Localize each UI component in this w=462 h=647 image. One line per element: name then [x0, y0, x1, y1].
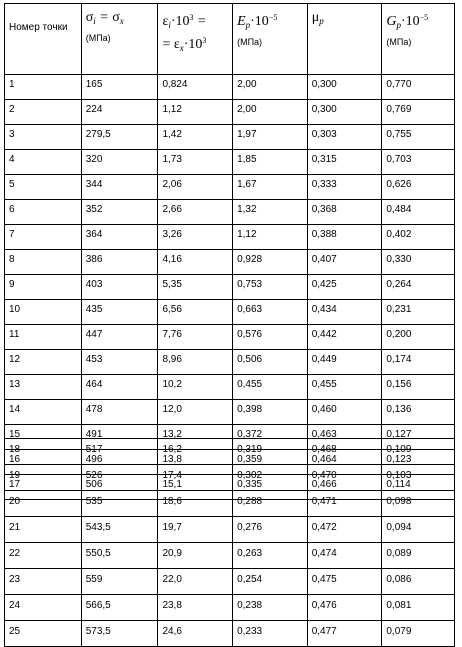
table-cell: 0,455	[307, 375, 382, 400]
table-cell: 18	[5, 439, 82, 465]
table-cell: 0,753	[233, 275, 308, 300]
table-row	[5, 200, 455, 225]
table-cell: 0,466	[307, 475, 382, 500]
table-cell: 4	[5, 150, 82, 175]
table-cell: 2,00	[233, 75, 308, 100]
table-row	[5, 595, 455, 621]
table-cell: 0,475	[307, 569, 382, 595]
table-row	[5, 543, 455, 569]
table-cell: 0,233	[233, 621, 308, 647]
table-cell: 0,300	[307, 75, 382, 100]
table-cell: 0,455	[233, 375, 308, 400]
table-cell: 12,0	[158, 400, 233, 425]
table-cell: 0,425	[307, 275, 382, 300]
table-cell: 5	[5, 175, 82, 200]
header-gp-unit: (МПа)	[386, 37, 412, 47]
table-cell: 2,06	[158, 175, 233, 200]
table-cell: 8,96	[158, 350, 233, 375]
table-cell: 1,85	[233, 150, 308, 175]
table-row	[5, 100, 455, 125]
table-cell: 0,434	[307, 300, 382, 325]
table-row	[5, 125, 455, 150]
table-cell: 25	[5, 621, 82, 647]
table-cell: 21	[5, 517, 82, 543]
table-cell: 386	[81, 250, 158, 275]
table-cell: 224	[81, 100, 158, 125]
table-cell: 3,26	[158, 225, 233, 250]
table-row	[5, 465, 455, 491]
header-stress: $\sigma_i = \sigma_x$ (МПа)	[81, 4, 158, 75]
table-cell: 7,76	[158, 325, 233, 350]
table-row	[5, 175, 455, 200]
table-cell: 0,114	[382, 475, 455, 500]
table-cell: 435	[81, 300, 158, 325]
table-cell: 3	[5, 125, 82, 150]
table-cell: 0,156	[382, 375, 455, 400]
table-cell: 1,97	[233, 125, 308, 150]
table-cell: 0,174	[382, 350, 455, 375]
table-cell: 0,755	[382, 125, 455, 150]
table-cell: 526	[81, 465, 158, 491]
data-table-part-2	[4, 438, 455, 647]
table-cell: 10,2	[158, 375, 233, 400]
table-cell: 0,769	[382, 100, 455, 125]
table-cell: 0,098	[382, 491, 455, 517]
table-cell: 23,8	[158, 595, 233, 621]
table-cell: 478	[81, 400, 158, 425]
table-cell: 17	[5, 475, 82, 500]
table-cell: 320	[81, 150, 158, 175]
table-cell: 0,200	[382, 325, 455, 350]
table-cell: 0,263	[233, 543, 308, 569]
table-cell: 0,089	[382, 543, 455, 569]
table-cell: 0,086	[382, 569, 455, 595]
table-cell: 0,824	[158, 75, 233, 100]
table-cell: 464	[81, 375, 158, 400]
table-row	[5, 439, 455, 465]
table-cell: 8	[5, 250, 82, 275]
table-cell: 1,42	[158, 125, 233, 150]
table-cell: 0,402	[382, 225, 455, 250]
table-row	[5, 517, 455, 543]
table-cell: 0,103	[382, 465, 455, 491]
table-cell: 1,73	[158, 150, 233, 175]
table-cell: 0,094	[382, 517, 455, 543]
table-cell: 20,9	[158, 543, 233, 569]
table-cell: 0,470	[307, 465, 382, 491]
table-cell: 19	[5, 465, 82, 491]
table-cell: 0,463	[307, 425, 382, 450]
table-cell: 491	[81, 425, 158, 450]
table-cell: 1	[5, 75, 82, 100]
table-cell: 0,303	[307, 125, 382, 150]
table-cell: 13	[5, 375, 82, 400]
table-cell: 11	[5, 325, 82, 350]
table-cell: 0,081	[382, 595, 455, 621]
table-row	[5, 300, 455, 325]
table-cell: 0,079	[382, 621, 455, 647]
header-row	[5, 4, 455, 75]
table-cell: 403	[81, 275, 158, 300]
table-cell: 0,372	[233, 425, 308, 450]
table-cell: 20	[5, 491, 82, 517]
table-cell: 0,231	[382, 300, 455, 325]
table-cell: 0,663	[233, 300, 308, 325]
table-cell: 0,476	[307, 595, 382, 621]
table-cell: 9	[5, 275, 82, 300]
table-cell: 0,474	[307, 543, 382, 569]
table-cell: 0,302	[233, 465, 308, 491]
table-cell: 550,5	[81, 543, 158, 569]
table-cell: 0,359	[233, 450, 308, 475]
table-cell: 364	[81, 225, 158, 250]
table-cell: 0,319	[233, 439, 308, 465]
table-cell: 0,407	[307, 250, 382, 275]
table-cell: 0,335	[233, 475, 308, 500]
table-row	[5, 375, 455, 400]
table-cell: 2,00	[233, 100, 308, 125]
table-cell: 517	[81, 439, 158, 465]
table-cell: 0,576	[233, 325, 308, 350]
table-cell: 165	[81, 75, 158, 100]
table-cell: 2	[5, 100, 82, 125]
table-cell: 453	[81, 350, 158, 375]
table-cell: 506	[81, 475, 158, 500]
table-row	[5, 275, 455, 300]
table-cell: 15,1	[158, 475, 233, 500]
table-cell: 1,67	[233, 175, 308, 200]
table-cell: 16	[5, 450, 82, 475]
table-row	[5, 75, 455, 100]
table-cell: 22,0	[158, 569, 233, 595]
table-cell: 10	[5, 300, 82, 325]
table-row	[5, 150, 455, 175]
header-strain: $\varepsilon_i\cdot 10^3$ = = $\varepsilon_x\cdot 10^3$	[158, 4, 233, 75]
table-cell: 0,398	[233, 400, 308, 425]
header-stress-unit: (МПа)	[85, 33, 111, 43]
table-cell: 7	[5, 225, 82, 250]
table-cell: 0,472	[307, 517, 382, 543]
table-cell: 0,770	[382, 75, 455, 100]
table-cell: 23	[5, 569, 82, 595]
table-cell: 24	[5, 595, 82, 621]
table-cell: 0,464	[307, 450, 382, 475]
table-cell: 0,468	[307, 439, 382, 465]
data-table-part-1	[4, 3, 455, 500]
header-ep: $E_p\cdot 10^{-5}$ (МПа)	[233, 4, 308, 75]
table-cell: 19,7	[158, 517, 233, 543]
table-cell: 4,16	[158, 250, 233, 275]
table-cell: 0,123	[382, 450, 455, 475]
table-cell: 15	[5, 425, 82, 450]
table-cell: 0,238	[233, 595, 308, 621]
table-cell: 0,626	[382, 175, 455, 200]
table-row	[5, 325, 455, 350]
table-cell: 0,300	[307, 100, 382, 125]
table-cell: 496	[81, 450, 158, 475]
table-cell: 0,276	[233, 517, 308, 543]
table-cell: 0,442	[307, 325, 382, 350]
table-cell: 0,928	[233, 250, 308, 275]
table-cell: 447	[81, 325, 158, 350]
table-cell: 0,288	[233, 491, 308, 517]
table-cell: 14	[5, 400, 82, 425]
table-row	[5, 225, 455, 250]
table-cell: 22	[5, 543, 82, 569]
table-cell: 535	[81, 491, 158, 517]
table-cell: 0,333	[307, 175, 382, 200]
table-cell: 1,12	[233, 225, 308, 250]
table-cell: 566,5	[81, 595, 158, 621]
table-row	[5, 621, 455, 647]
table-cell: 18,6	[158, 491, 233, 517]
table-cell: 0,471	[307, 491, 382, 517]
table-row	[5, 491, 455, 517]
table-row	[5, 250, 455, 275]
table-cell: 0,315	[307, 150, 382, 175]
table-cell: 573,5	[81, 621, 158, 647]
table-cell: 24,6	[158, 621, 233, 647]
table-cell: 0,703	[382, 150, 455, 175]
table-cell: 543,5	[81, 517, 158, 543]
table-cell: 1,32	[233, 200, 308, 225]
table-cell: 344	[81, 175, 158, 200]
table-row	[5, 569, 455, 595]
table-cell: 0,477	[307, 621, 382, 647]
table-cell: 0,254	[233, 569, 308, 595]
table-cell: 0,127	[382, 425, 455, 450]
table-cell: 279,5	[81, 125, 158, 150]
table-cell: 352	[81, 200, 158, 225]
header-gp: $G_p\cdot 10^{-5}$ (МПа)	[382, 4, 455, 75]
table-cell: 16,2	[158, 439, 233, 465]
table-cell: 0,484	[382, 200, 455, 225]
header-mu: $\mu_p$	[307, 4, 382, 75]
table-cell: 6	[5, 200, 82, 225]
table-cell: 0,330	[382, 250, 455, 275]
table-cell: 6,56	[158, 300, 233, 325]
table-cell: 0,264	[382, 275, 455, 300]
header-ep-unit: (МПа)	[237, 37, 263, 47]
table-cell: 559	[81, 569, 158, 595]
table-cell: 0,460	[307, 400, 382, 425]
table-cell: 13,2	[158, 425, 233, 450]
table-cell: 2,66	[158, 200, 233, 225]
table-cell: 13,8	[158, 450, 233, 475]
table-row	[5, 400, 455, 425]
table-cell: 0,109	[382, 439, 455, 465]
table-row	[5, 350, 455, 375]
table-cell: 0,388	[307, 225, 382, 250]
table-cell: 0,136	[382, 400, 455, 425]
table-cell: 1,12	[158, 100, 233, 125]
table-cell: 17,4	[158, 465, 233, 491]
header-point-number: Номер точки	[5, 4, 82, 75]
table-cell: 0,368	[307, 200, 382, 225]
table-cell: 0,506	[233, 350, 308, 375]
table-cell: 5,35	[158, 275, 233, 300]
table-cell: 12	[5, 350, 82, 375]
table-cell: 0,449	[307, 350, 382, 375]
